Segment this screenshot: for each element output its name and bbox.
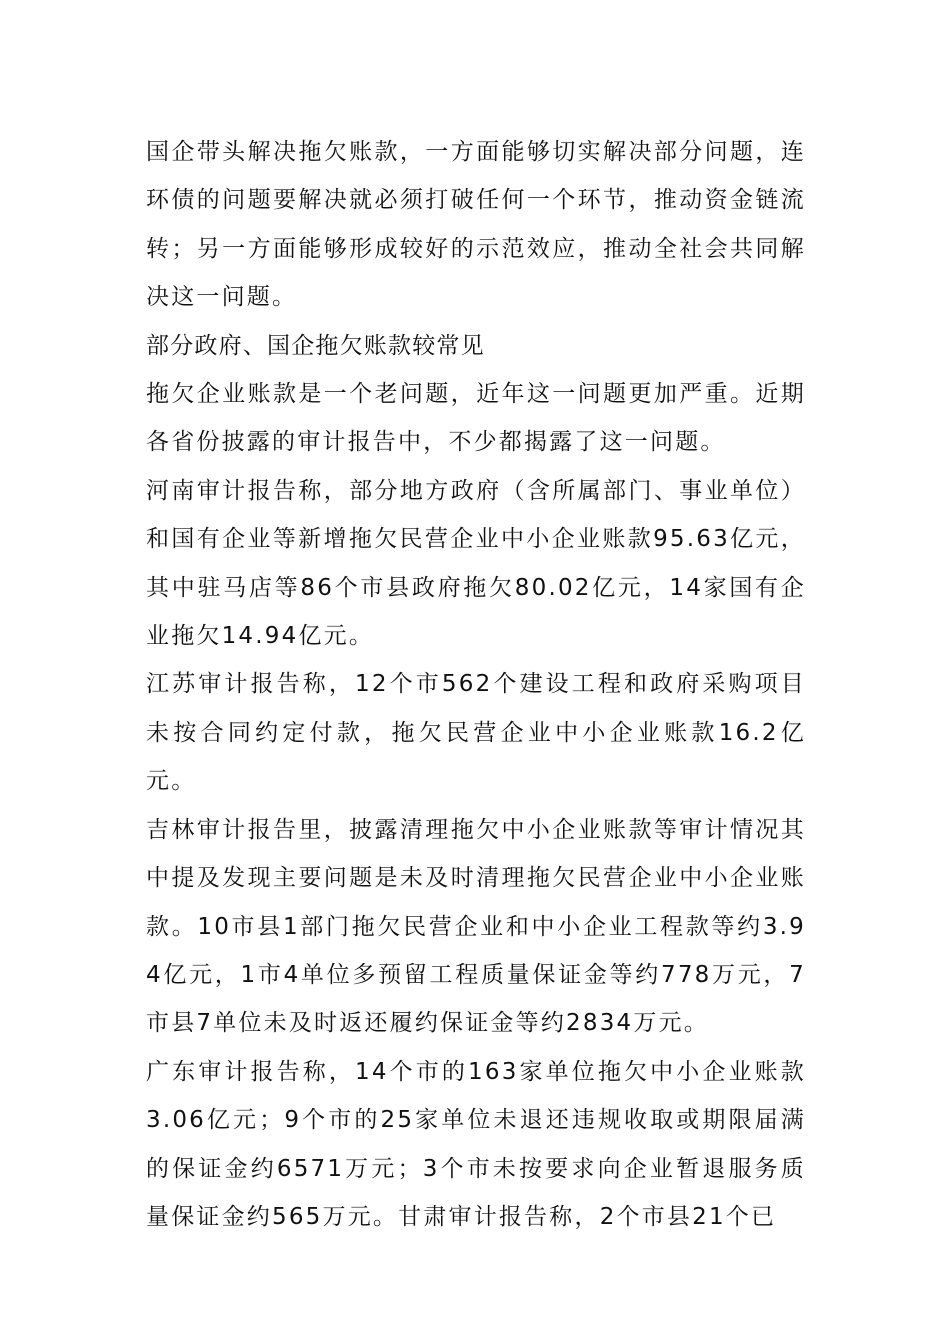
paragraph-henan-audit: 河南审计报告称，部分地方政府（含所属部门、事业单位）和国有企业等新增拖欠民营企业中小企业账款95.63亿元，其中驻马店等86个市县政府拖欠80.02亿元，14家国有企业拖欠14.94亿元。 <box>146 477 806 650</box>
section-heading: 部分政府、国企拖欠账款较常见 <box>146 332 485 359</box>
document-body <box>146 128 806 1241</box>
paragraph-jilin-audit: 吉林审计报告里，披露清理拖欠中小企业账款等审计情况其中提及发现主要问题是未及时清理拖欠民营企业中小企业账款。10市县1部门拖欠民营企业和中小企业工程款等约3.94亿元，1市4单位多预留工程质量保证金等约778万元，7市县7单位未及时返还履约保证金等约2834万元。 <box>146 816 806 1037</box>
paragraph-jiangsu-audit: 江苏审计报告称，12个市562个建设工程和政府采购项目未按合同约定付款，拖欠民营企业中小企业账款16.2亿元。 <box>146 671 806 795</box>
paragraph-guangdong-gansu-audit: 广东审计报告称，14个市的163家单位拖欠中小企业账款3.06亿元；9个市的25家单位未退还违规收取或期限届满的保证金约6571万元；3个市未按要求向企业暂退服务质量保证金约565万元。甘肃审计报告称，2个市县21个已 <box>146 1058 806 1230</box>
paragraph-soe-leading-example: 国企带头解决拖欠账款，一方面能够切实解决部分问题，连环债的问题要解决就必须打破任何一个环节，推动资金链流转；另一方面能够形成较好的示范效应，推动全社会共同解决这一问题。 <box>146 139 806 311</box>
paragraph-arrears-problem: 拖欠企业账款是一个老问题，近年这一问题更加严重。近期各省份披露的审计报告中，不少都揭露了这一问题。 <box>146 381 806 456</box>
